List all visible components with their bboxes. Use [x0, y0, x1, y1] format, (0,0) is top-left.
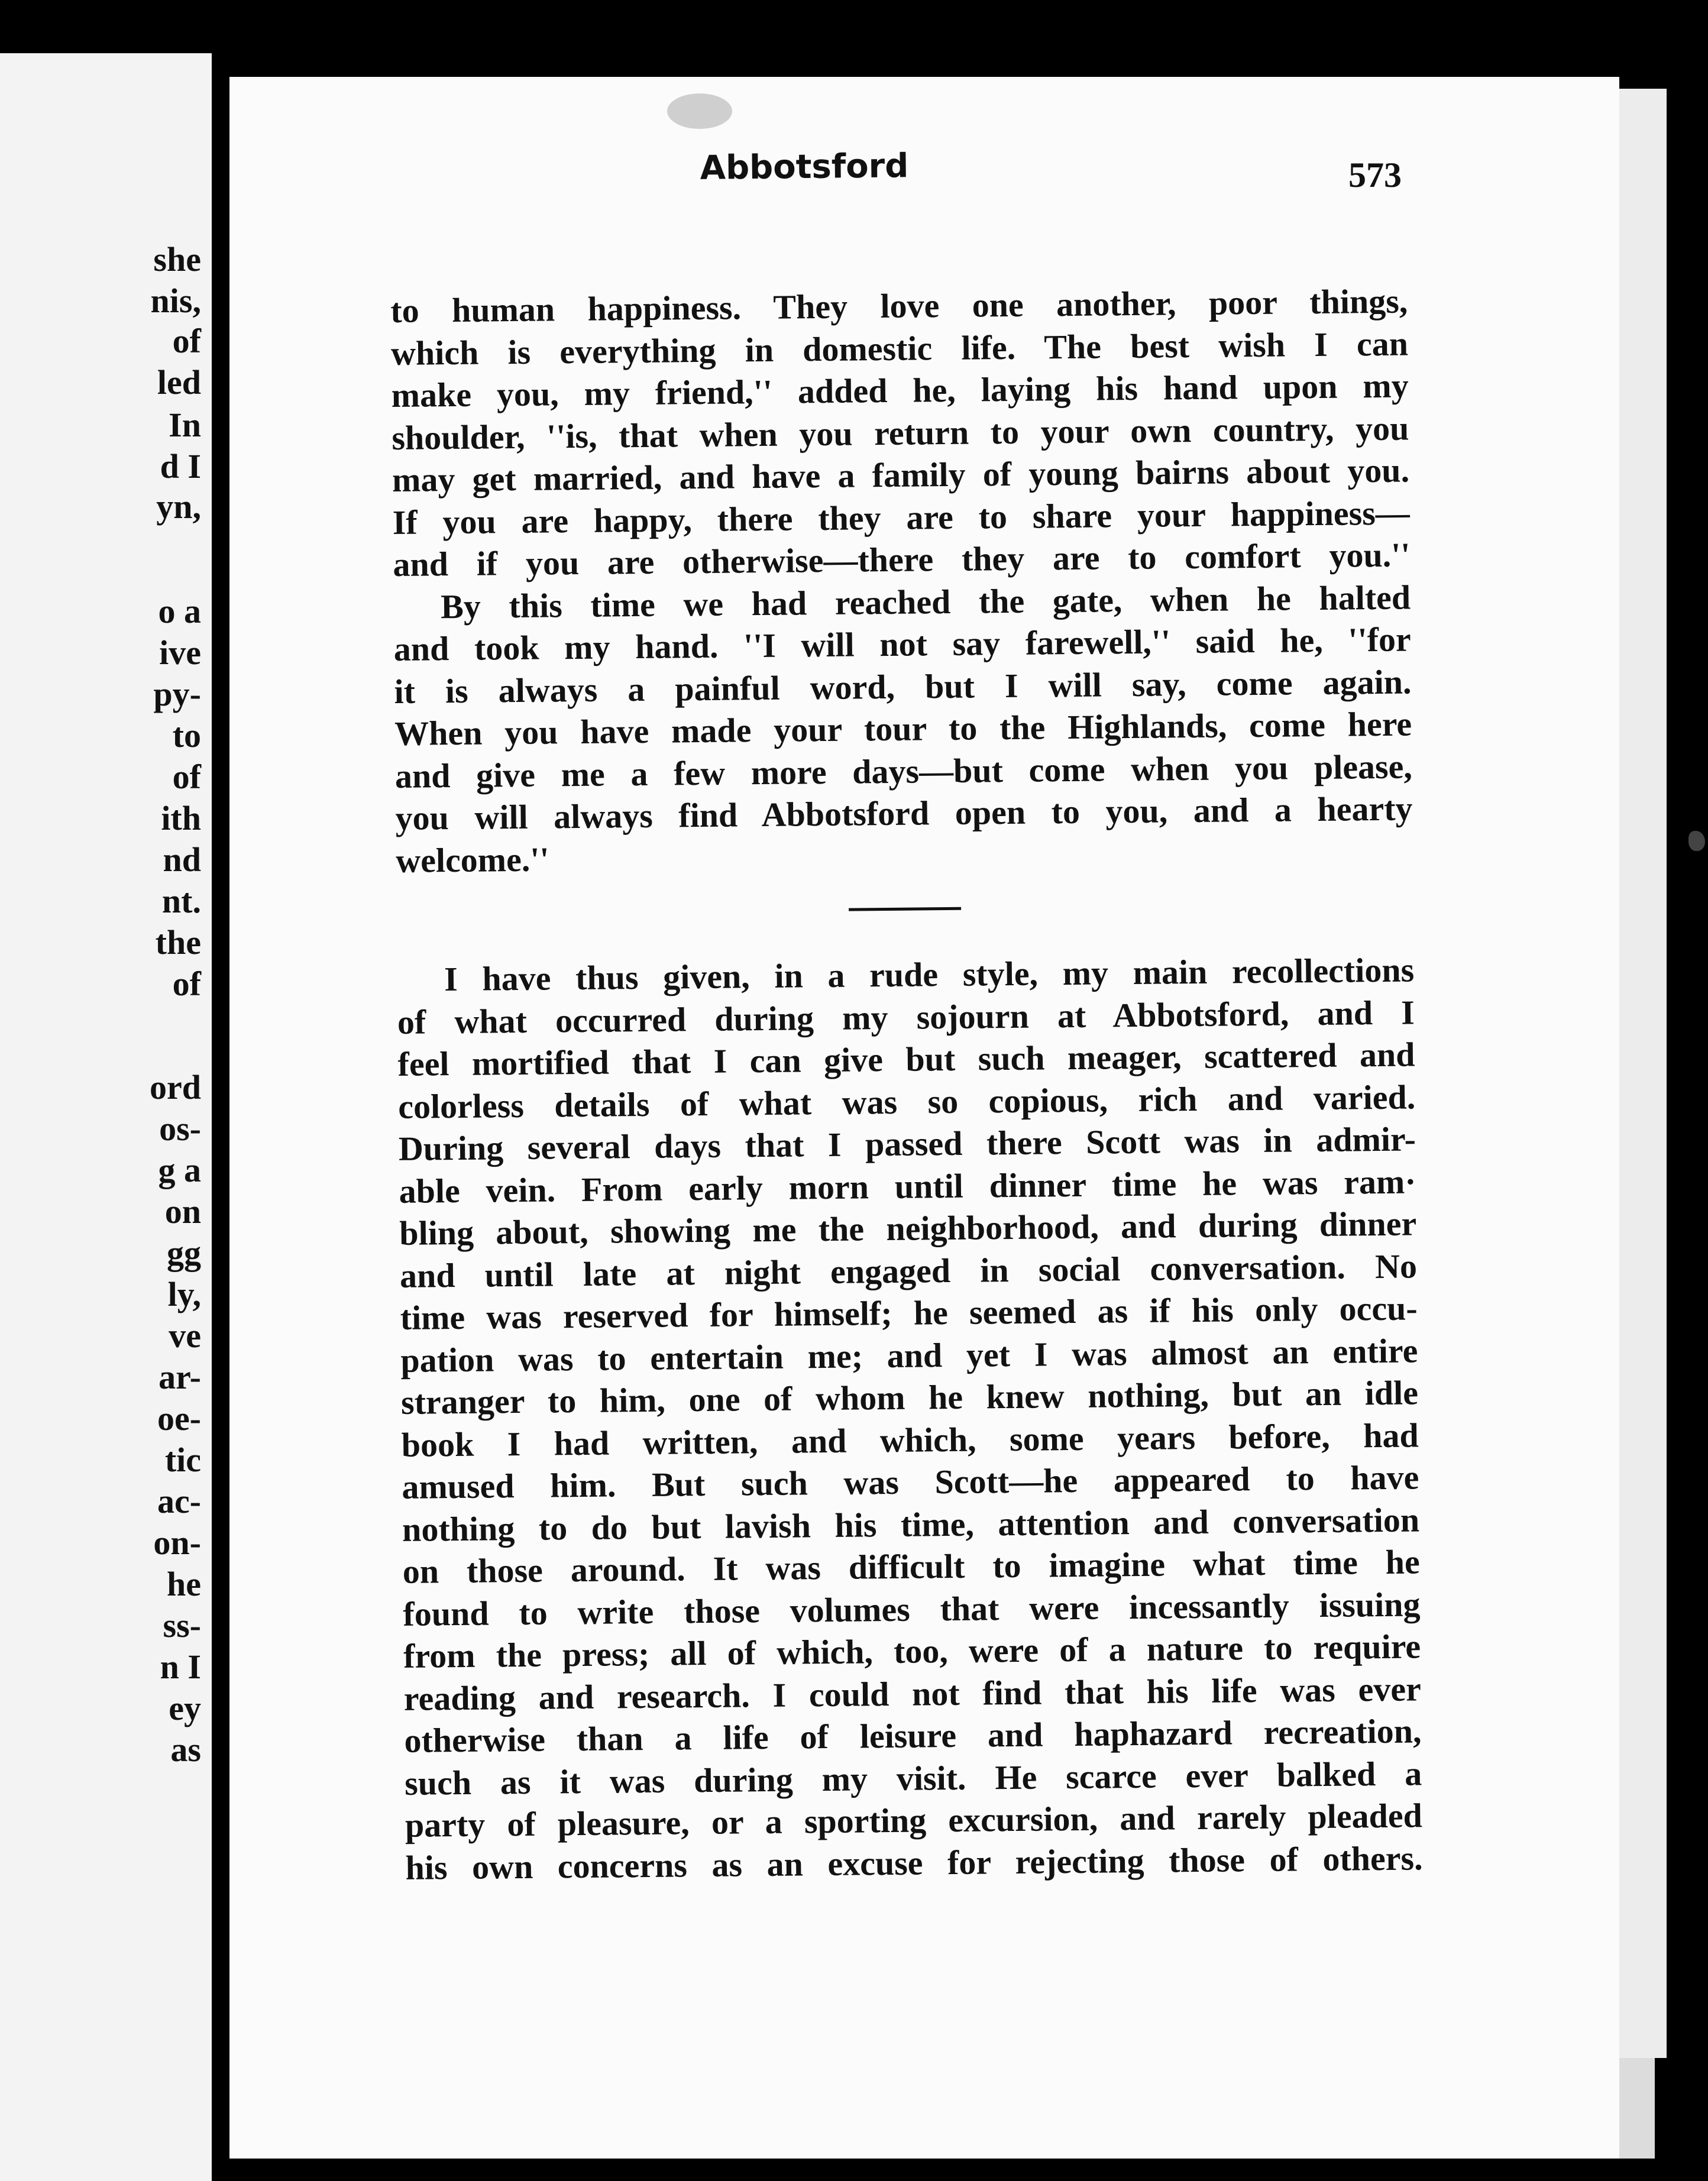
left-page-line-fragment: of [172, 758, 201, 796]
text-line: By this time we had reached the gate, when he halted [440, 577, 1411, 626]
left-page-line-fragment: In [169, 406, 201, 444]
left-page-line-fragment: on- [153, 1523, 201, 1562]
text-line: able vein. From early morn until dinner time he was ram· [399, 1161, 1416, 1211]
text-line: such as it was during my visit. He scarce ever balked a [404, 1753, 1422, 1803]
left-page-line-fragment: oe- [157, 1399, 201, 1438]
text-line: nothing to do but lavish his time, attention and conversation [402, 1500, 1420, 1549]
paragraph-2 [393, 576, 1413, 882]
left-page-line-fragment: ly, [167, 1275, 201, 1313]
paragraph-3 [397, 949, 1423, 1888]
text-line: bling about, showing me the neighborhood, and during dinner [399, 1204, 1417, 1253]
left-page-line-fragment: as [170, 1730, 201, 1769]
text-line: it is always a painful word, but I will say, come again. [394, 662, 1412, 711]
left-page-line-fragment: ord [150, 1068, 201, 1106]
page-number: 573 [1348, 156, 1402, 195]
page-edge [1619, 89, 1667, 2058]
page-edge-lower [1619, 2058, 1655, 2159]
left-page-line-fragment: on [164, 1192, 201, 1231]
left-page-line-fragment: led [157, 363, 201, 402]
left-page-line-fragment: os- [159, 1109, 201, 1148]
left-page-line-fragment: the [155, 923, 201, 962]
left-page-line-fragment: nis, [150, 281, 201, 320]
text-line: I have thus given, in a rude style, my main recollections [444, 950, 1415, 999]
left-page-line-fragment: tic [164, 1441, 201, 1479]
left-page-line-fragment: d I [160, 447, 201, 486]
left-page-line-fragment: ey [169, 1689, 201, 1727]
text-line: you will always find Abbotsford open to you, and a hearty [395, 789, 1413, 837]
text-line: time was reserved for himself; he seemed as if his only occu- [400, 1289, 1418, 1337]
text-line: welcome.'' [395, 839, 549, 880]
left-page-line-fragment: nt. [161, 882, 201, 920]
left-page-line-fragment: he [167, 1565, 201, 1603]
text-line: otherwise than a life of leisure and haphazard recreation, [404, 1711, 1422, 1760]
text-line: shoulder, ''is, that when you return to your own country, you [392, 408, 1409, 457]
left-page-line-fragment: nd [163, 840, 201, 879]
text-line: to human happiness. They love one another, poor things, [390, 281, 1408, 330]
left-page-line-fragment: g a [158, 1151, 201, 1189]
text-line: reading and research. I could not find that his life was ever [403, 1669, 1422, 1718]
text-line: amused him. But such was Scott—he appeared to have [402, 1458, 1419, 1506]
left-page-line-fragment: ac- [157, 1482, 201, 1520]
text-line: When you have made your tour to the Highlands, come here [394, 704, 1412, 753]
left-page-line-fragment: yn, [156, 487, 201, 526]
left-facing-page [0, 53, 212, 2181]
body-text [390, 280, 1423, 1888]
text-line: found to write those volumes that were incessantly issuing [403, 1584, 1421, 1633]
text-line: stranger to him, one of whom he knew nothing, but an idle [400, 1373, 1419, 1422]
left-page-line-fragment: she [153, 240, 201, 279]
left-page-line-fragment: gg [167, 1234, 201, 1272]
text-line: and give me a few more days—but come when you please, [394, 746, 1413, 795]
text-line: his own concerns as an excuse for rejecting those of others. [405, 1838, 1423, 1887]
book-gutter [212, 0, 229, 2181]
text-line: party of pleasure, or a sporting excursion, and rarely pleaded [405, 1796, 1423, 1845]
text-line: colorless details of what was so copious, rich and varied. [397, 1077, 1416, 1126]
left-page-line-fragment: py- [153, 675, 201, 713]
running-head: Abbotsford [700, 147, 909, 187]
left-page-line-fragment: of [172, 322, 201, 360]
text-line: on those around. It was difficult to imagine what time he [402, 1542, 1421, 1591]
left-page-line-fragment: ive [159, 633, 201, 672]
text-line: book I had written, and which, some years before, had [401, 1415, 1419, 1464]
divider-rule [849, 907, 961, 911]
left-page-line-fragment: ar- [158, 1358, 201, 1396]
text-line: If you are happy, there they are to share your happiness— [392, 493, 1411, 542]
text-line: feel mortified that I can give but such meager, scattered and [397, 1035, 1415, 1083]
left-page-line-fragment: o a [158, 592, 201, 630]
left-page-line-fragment: to [172, 716, 201, 755]
left-page-line-fragment: ss- [163, 1606, 201, 1645]
text-line: make you, my friend,'' added he, laying his hand upon my [391, 366, 1409, 415]
left-page-line-fragment: n I [160, 1648, 201, 1686]
left-page-line-fragment: of [172, 965, 201, 1003]
text-line: which is everything in domestic life. The best wish I can [390, 323, 1409, 373]
left-page-line-fragment: ith [161, 799, 201, 837]
top-smudge [667, 93, 732, 129]
text-line: and until late at night engaged in social conversation. No [399, 1246, 1418, 1295]
text-line: During several days that I passed there Scott was in admir- [398, 1119, 1416, 1168]
text-line: from the press; all of which, too, were of a nature to require [403, 1627, 1421, 1675]
text-line: and took my hand. ''I will not say farewell,'' said he, ''for [393, 620, 1412, 668]
paragraph-1 [390, 280, 1411, 585]
section-divider [396, 872, 1414, 959]
text-line: pation was to entertain me; and yet I was almost an entire [400, 1331, 1418, 1380]
text-line: and if you are otherwise—there they are to comfort you.'' [393, 535, 1411, 584]
left-page-line-fragment: ve [169, 1316, 201, 1355]
text-line: may get married, and have a family of young bairns about you. [392, 451, 1410, 499]
margin-blot [1688, 831, 1705, 851]
text-line: of what occurred during my sojourn at Abbotsford, and I [397, 992, 1415, 1041]
